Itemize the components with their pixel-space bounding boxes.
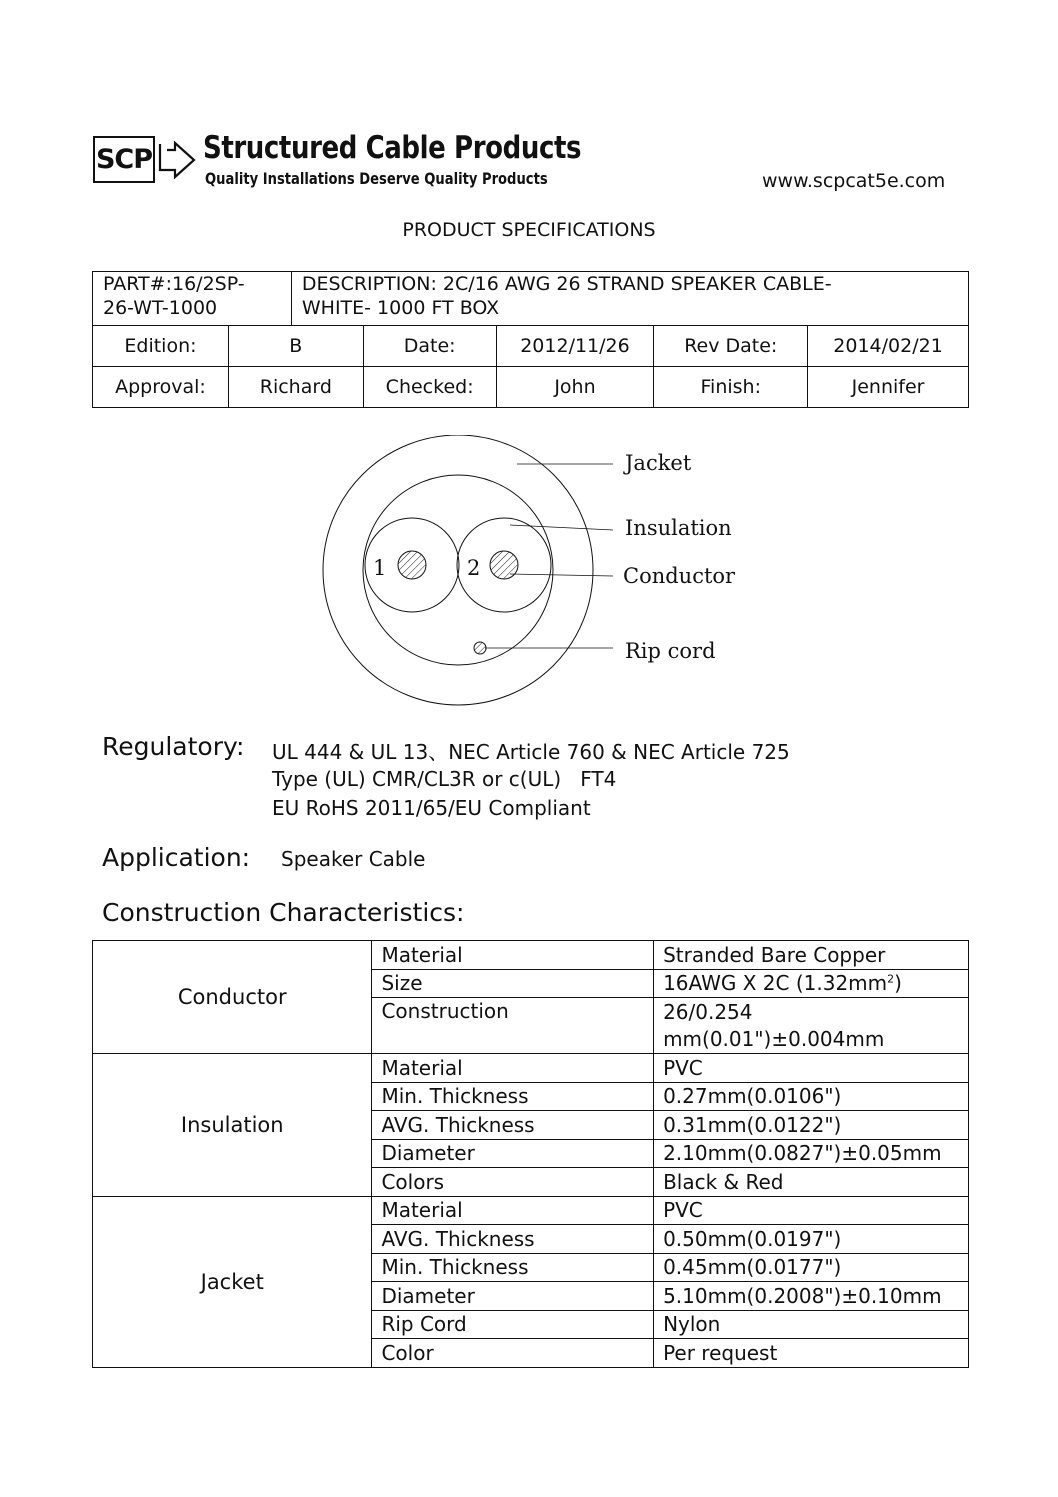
logo-abbreviation: SCP bbox=[93, 136, 155, 183]
rev-date-value: 2014/02/21 bbox=[808, 326, 969, 367]
row-value bbox=[654, 998, 969, 1054]
page-title: PRODUCT SPECIFICATIONS bbox=[402, 219, 656, 241]
row-value: 0.50mm(0.0197") bbox=[654, 1225, 969, 1254]
rev-date-label: Rev Date: bbox=[654, 326, 808, 367]
jacket-label: Jacket bbox=[625, 451, 692, 475]
regulatory-line-3: EU RoHS 2011/65/EU Compliant bbox=[272, 796, 591, 820]
application-text: Speaker Cable bbox=[281, 847, 426, 871]
logo-title: Structured Cable Products bbox=[203, 130, 582, 166]
row-value: 5.10mm(0.2008")±0.10mm bbox=[654, 1282, 969, 1311]
conductor-group-label: Conductor bbox=[93, 941, 372, 1054]
row-label: Diameter bbox=[372, 1139, 654, 1168]
conductor-2-circle bbox=[490, 551, 518, 579]
row-value: 0.31mm(0.0122") bbox=[654, 1111, 969, 1140]
regulatory-line-1: UL 444 & UL 13、NEC Article 760 & NEC Article 725 bbox=[272, 740, 790, 764]
finish-label: Finish: bbox=[654, 367, 808, 408]
row-value: PVC bbox=[654, 1196, 969, 1225]
row-label: Min. Thickness bbox=[372, 1253, 654, 1282]
conductor-1-number: 1 bbox=[373, 556, 387, 580]
conductor-1-circle bbox=[398, 551, 426, 579]
size-value: 16AWG X 2C (1.32mm bbox=[663, 971, 888, 996]
row-label: Rip Cord bbox=[372, 1310, 654, 1339]
description-line2: WHITE- 1000 FT BOX bbox=[301, 297, 500, 319]
arrow-icon bbox=[157, 140, 197, 180]
row-value: Nylon bbox=[654, 1310, 969, 1339]
row-value: Stranded Bare Copper bbox=[654, 941, 969, 970]
jacket-group-label: Jacket bbox=[93, 1196, 372, 1367]
row-value bbox=[654, 969, 969, 998]
description-cell bbox=[291, 272, 968, 326]
row-label: AVG. Thickness bbox=[372, 1111, 654, 1140]
row-label: AVG. Thickness bbox=[372, 1225, 654, 1254]
size-value-end: ) bbox=[894, 971, 902, 996]
logo-tagline: Quality Installations Deserve Quality Products bbox=[205, 169, 548, 188]
row-label: Colors bbox=[372, 1168, 654, 1197]
edition-label: Edition: bbox=[93, 326, 229, 367]
conductor-label: Conductor bbox=[623, 564, 736, 588]
construction-value-line1: 26/0.254 bbox=[663, 999, 753, 1024]
approval-value: Richard bbox=[228, 367, 363, 408]
description-line1: DESCRIPTION: 2C/16 AWG 26 STRAND SPEAKER CABLE- bbox=[301, 273, 832, 295]
date-value: 2012/11/26 bbox=[496, 326, 654, 367]
rip-cord-label: Rip cord bbox=[625, 639, 716, 663]
insulation-label: Insulation bbox=[625, 516, 732, 540]
row-value: 0.27mm(0.0106") bbox=[654, 1082, 969, 1111]
application-heading: Application: bbox=[102, 843, 251, 872]
website-url: www.scpcat5e.com bbox=[762, 170, 946, 192]
edition-value: B bbox=[228, 326, 363, 367]
row-label: Construction bbox=[372, 998, 654, 1054]
insulation-group-label: Insulation bbox=[93, 1054, 372, 1197]
regulatory-heading: Regulatory: bbox=[102, 732, 245, 761]
construction-value-line2: mm(0.01")±0.004mm bbox=[663, 1026, 885, 1051]
date-label: Date: bbox=[363, 326, 496, 367]
table-row bbox=[93, 941, 969, 970]
row-value: 2.10mm(0.0827")±0.05mm bbox=[654, 1139, 969, 1168]
finish-value: Jennifer bbox=[808, 367, 969, 408]
row-value: Per request bbox=[654, 1339, 969, 1368]
table-row bbox=[93, 1054, 969, 1083]
part-number-line2: 26-WT-1000 bbox=[103, 297, 218, 319]
table-row bbox=[93, 1196, 969, 1225]
regulatory-line-2: Type (UL) CMR/CL3R or c(UL) FT4 bbox=[272, 767, 617, 791]
row-label: Material bbox=[372, 1196, 654, 1225]
row-label: Min. Thickness bbox=[372, 1082, 654, 1111]
row-label: Material bbox=[372, 941, 654, 970]
construction-heading: Construction Characteristics: bbox=[102, 898, 465, 927]
row-label: Color bbox=[372, 1339, 654, 1368]
row-label: Diameter bbox=[372, 1282, 654, 1311]
jacket-inner-circle bbox=[363, 475, 553, 665]
checked-value: John bbox=[496, 367, 654, 408]
cable-cross-section-diagram bbox=[300, 435, 780, 715]
part-number-line1: PART#:16/2SP- bbox=[103, 273, 245, 295]
row-label: Material bbox=[372, 1054, 654, 1083]
part-number-cell bbox=[93, 272, 292, 326]
company-logo bbox=[93, 130, 593, 194]
row-value: 0.45mm(0.0177") bbox=[654, 1253, 969, 1282]
rip-cord-circle bbox=[474, 642, 486, 654]
conductor-leader-line bbox=[510, 574, 613, 576]
row-value: Black & Red bbox=[654, 1168, 969, 1197]
construction-table bbox=[92, 940, 969, 1368]
conductor-2-number: 2 bbox=[467, 556, 481, 580]
row-label: Size bbox=[372, 969, 654, 998]
part-info-table bbox=[92, 271, 969, 408]
size-superscript: 2 bbox=[887, 972, 895, 986]
row-value: PVC bbox=[654, 1054, 969, 1083]
insulation-leader-line bbox=[510, 525, 613, 530]
approval-label: Approval: bbox=[93, 367, 229, 408]
checked-label: Checked: bbox=[363, 367, 496, 408]
